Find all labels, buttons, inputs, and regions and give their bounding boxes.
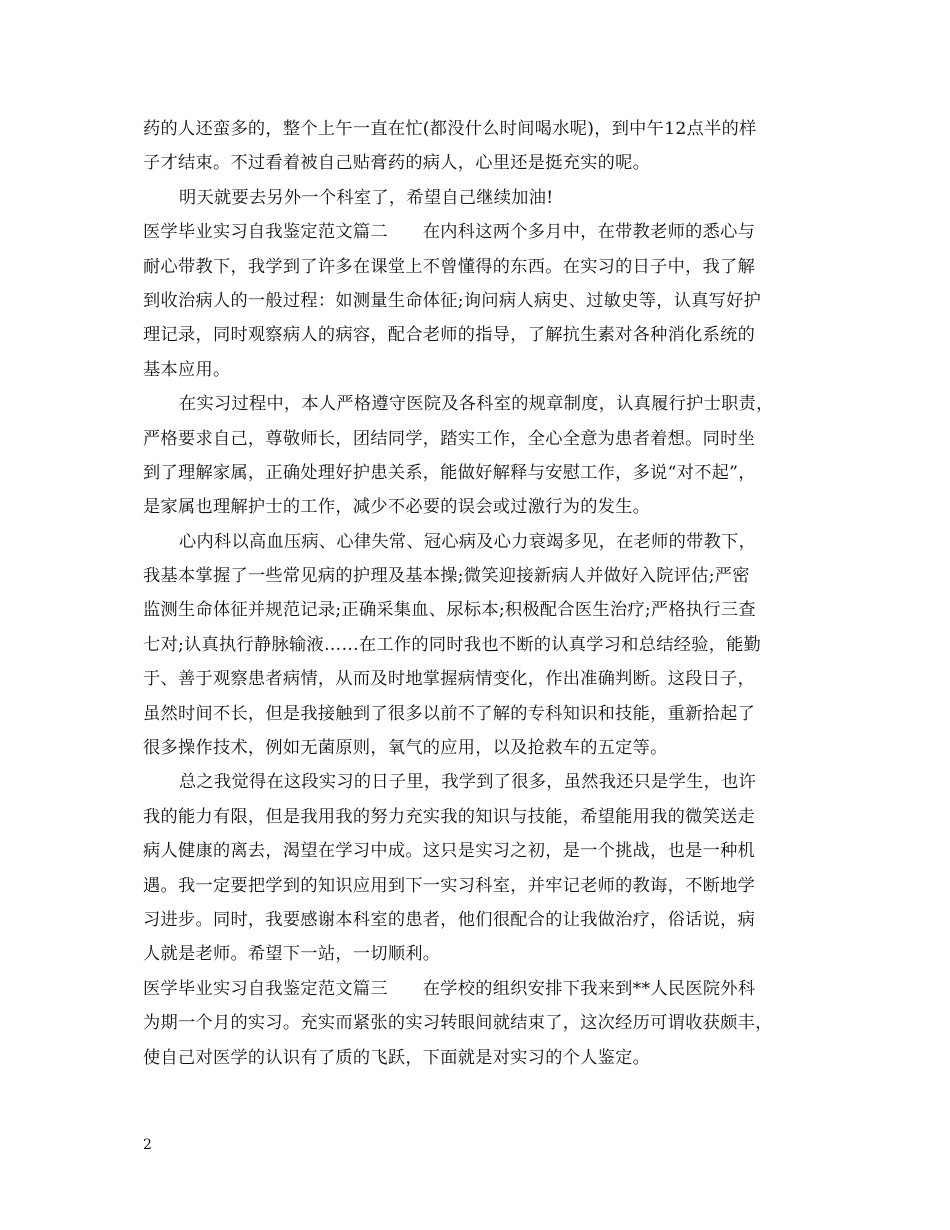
text-line: 医学毕业实习自我鉴定范文篇三 在学校的组织安排下我来到**人民医院外科	[143, 978, 756, 999]
text-line: 监测生命体征并规范记录;正确采集血、尿标本;积极配合医生治疗;严格执行三查	[143, 600, 756, 621]
text-line: 使自己对医学的认识有了质的飞跃，下面就是对实习的个人鉴定。	[143, 1047, 651, 1068]
page-number: 2	[143, 1137, 152, 1153]
text-line: 是家属也理解护士的工作，减少不必要的误会或过激行为的发生。	[143, 497, 651, 518]
text-line: 子才结束。不过看着被自己贴膏药的病人，心里还是挺充实的呢。	[143, 153, 651, 174]
text-line: 病人健康的离去，渴望在学习中成。这只是实习之初，是一个挑战，也是一种机	[143, 841, 756, 862]
text-line: 总之我觉得在这段实习的日子里，我学到了很多，虽然我还只是学生，也许	[179, 772, 757, 793]
text-line: 虽然时间不长，但是我接触到了很多以前不了解的专科知识和技能，重新拾起了	[143, 703, 756, 724]
text-line: 我的能力有限，但是我用我的努力充实我的知识与技能，希望能用我的微笑送走	[143, 806, 756, 827]
text-line: 遇。我一定要把学到的知识应用到下一实习科室，并牢记老师的教诲，不断地学	[143, 875, 756, 896]
text-line: 到收治病人的一般过程：如测量生命体征;询问病人病史、过敏史等，认真写好护	[143, 290, 762, 311]
text-line: 于、善于观察患者病情，从而及时地掌握病情变化，作出准确判断。这段日子，	[143, 669, 756, 690]
document-body	[143, 112, 819, 1075]
text-line: 理记录，同时观察病人的病容，配合老师的指导，了解抗生素对各种消化系统的	[143, 325, 756, 346]
text-line: 医学毕业实习自我鉴定范文篇二 在内科这两个多月中，在带教老师的悉心与	[143, 222, 756, 243]
text-line: 到了理解家属，正确处理好护患关系，能做好解释与安慰工作，多说“对不起”，	[143, 462, 756, 483]
text-line: 药的人还蛮多的，整个上午一直在忙(都没什么时间喝水呢)，到中午12点半的样	[143, 119, 757, 139]
text-line: 习进步。同时，我要感谢本科室的患者，他们很配合的让我做治疗，俗话说，病	[143, 909, 756, 930]
text-line: 基本应用。	[143, 359, 231, 380]
text-line: 很多操作技术，例如无菌原则，氧气的应用，以及抢救车的五定等。	[143, 738, 668, 759]
text-line: 在实习过程中，本人严格遵守医院及各科室的规章制度，认真履行护士职责，	[179, 394, 774, 415]
text-line: 心内科以高血压病、心律失常、冠心病及心力衰竭多见，在老师的带教下，	[179, 531, 757, 552]
text-line: 七对;认真执行静脉输液……在工作的同时我也不断的认真学习和总结经验，能勤	[143, 634, 762, 655]
text-line: 耐心带教下，我学到了许多在课堂上不曾懂得的东西。在实习的日子中，我了解	[143, 256, 756, 277]
text-line: 我基本掌握了一些常见病的护理及基本操;微笑迎接新病人并做好入院评估;严密	[143, 566, 750, 587]
text-line: 为期一个月的实习。充实而紧张的实习转眼间就结束了，这次经历可谓收获颇丰，	[143, 1013, 773, 1034]
text-line: 人就是老师。希望下一站，一切顺利。	[143, 944, 441, 965]
text-line: 明天就要去另外一个科室了，希望自己继续加油!	[179, 187, 554, 208]
text-line: 严格要求自己，尊敬师长，团结同学，踏实工作，全心全意为患者着想。同时坐	[143, 428, 756, 449]
